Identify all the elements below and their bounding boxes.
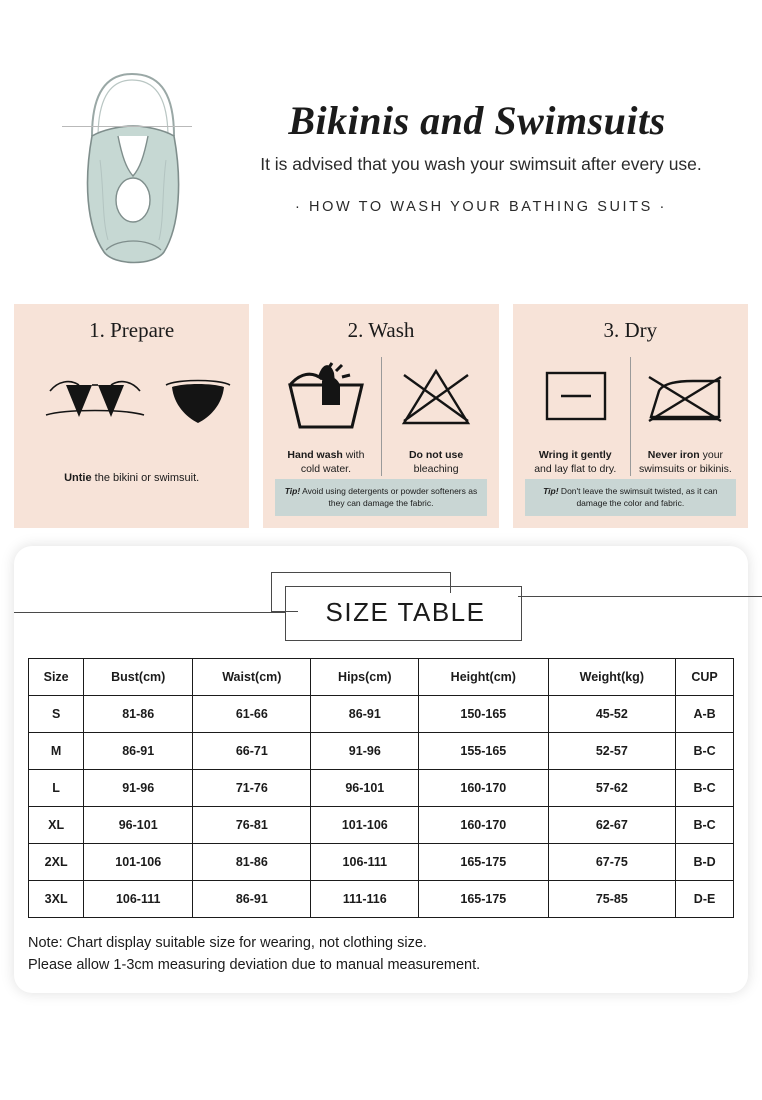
hand-wash-icon	[278, 351, 374, 437]
nobleach-bold: Do not use	[408, 449, 464, 461]
howto-label: · HOW TO WASH YOUR BATHING SUITS ·	[295, 199, 667, 216]
step-wash-tip	[275, 479, 486, 516]
handwash-bold: Hand wash	[287, 449, 343, 461]
page-subtitle: It is advised that you wash your swimsuit after every use.	[260, 154, 702, 174]
cell-waist: 66-71	[193, 733, 311, 770]
step-dry-title: 3. Dry	[603, 318, 658, 342]
cell-weight: 45-52	[548, 696, 676, 733]
cell-height: 155-165	[419, 733, 548, 770]
cell-hips: 106-111	[311, 844, 419, 881]
size-table-label: SIZE TABLE	[298, 593, 513, 632]
flatdry-line2: and lay flat to dry.	[534, 463, 617, 476]
flatdry-bold: Wring it gently	[538, 449, 612, 461]
cell-cup: D-E	[676, 881, 734, 918]
step-dry-tip	[525, 479, 736, 516]
col-hips: Hips(cm)	[311, 659, 419, 696]
cell-waist: 81-86	[193, 844, 311, 881]
cell-bust: 101-106	[84, 844, 193, 881]
col-waist: Waist(cm)	[193, 659, 311, 696]
care-steps	[0, 304, 762, 528]
handwash-line2: cold water.	[300, 463, 352, 476]
step-wash-divider	[381, 357, 382, 476]
title-left-rule	[62, 126, 192, 127]
cell-waist: 61-66	[193, 696, 311, 733]
step-wash	[263, 304, 498, 528]
step-prepare-title: 1. Prepare	[89, 318, 175, 342]
step-wash-handwash	[273, 351, 378, 476]
table-row	[29, 696, 734, 733]
cell-hips: 101-106	[311, 807, 419, 844]
step-wash-tip-text: Avoid using detergents or powder softeners as they can damage the fabric.	[300, 486, 478, 508]
step-prepare-caption-bold: Untie	[64, 472, 92, 484]
step-dry-flatdry-caption	[527, 448, 624, 476]
step-prepare-caption	[24, 472, 239, 484]
step-dry	[513, 304, 748, 528]
cell-cup: B-C	[676, 770, 734, 807]
col-height: Height(cm)	[419, 659, 548, 696]
size-heading-right-rule	[518, 596, 762, 597]
step-dry-noiron	[633, 351, 738, 476]
step-dry-divider	[630, 357, 631, 476]
size-table	[28, 658, 734, 918]
cell-weight: 67-75	[548, 844, 676, 881]
table-row	[29, 881, 734, 918]
size-note-line2: Please allow 1-3cm measuring deviation due to manual measurement.	[28, 957, 481, 974]
cell-bust: 86-91	[84, 733, 193, 770]
cell-size: XL	[29, 807, 84, 844]
nobleach-line2: bleaching	[413, 463, 459, 476]
bikini-icon	[32, 351, 232, 446]
header-inner	[0, 0, 762, 280]
cell-height: 150-165	[419, 696, 548, 733]
col-size: Size	[29, 659, 84, 696]
size-heading-left-rule	[14, 612, 286, 613]
size-table-heading	[28, 564, 734, 656]
cell-weight: 75-85	[548, 881, 676, 918]
cell-size: 3XL	[29, 881, 84, 918]
cell-height: 160-170	[419, 770, 548, 807]
swimsuit-icon	[14, 40, 214, 280]
cell-waist: 71-76	[193, 770, 311, 807]
size-note	[28, 932, 734, 977]
step-prepare	[14, 304, 249, 528]
cell-bust: 81-86	[84, 696, 193, 733]
col-weight: Weight(kg)	[548, 659, 676, 696]
step-dry-art	[523, 351, 738, 476]
cell-height: 165-175	[419, 881, 548, 918]
step-wash-art	[273, 351, 488, 476]
cell-height: 160-170	[419, 807, 548, 844]
header-section	[0, 0, 762, 300]
step-dry-tip-label: Tip!	[543, 486, 559, 497]
cell-hips: 86-91	[311, 696, 419, 733]
noiron-rest: your	[699, 449, 724, 461]
table-row	[29, 733, 734, 770]
step-prepare-art	[24, 351, 239, 446]
step-wash-title: 2. Wash	[347, 318, 415, 342]
cell-bust: 106-111	[84, 881, 193, 918]
header-text	[214, 40, 748, 215]
step-wash-nobleach-caption	[388, 448, 485, 476]
cell-height: 165-175	[419, 844, 548, 881]
step-wash-handwash-caption	[277, 448, 374, 476]
table-row	[29, 844, 734, 881]
col-bust: Bust(cm)	[84, 659, 193, 696]
table-header-row	[29, 659, 734, 696]
cell-size: L	[29, 770, 84, 807]
cell-weight: 57-62	[548, 770, 676, 807]
noiron-bold: Never iron	[647, 449, 700, 461]
no-bleach-icon	[388, 351, 484, 437]
cell-size: M	[29, 733, 84, 770]
size-table-card	[14, 546, 748, 993]
cell-size: S	[29, 696, 84, 733]
page-title: Bikinis and Swimsuits	[288, 98, 666, 143]
cell-bust: 96-101	[84, 807, 193, 844]
cell-bust: 91-96	[84, 770, 193, 807]
cell-waist: 76-81	[193, 807, 311, 844]
size-note-line1: Note: Chart display suitable size for wearing, not clothing size.	[28, 935, 427, 951]
step-wash-nobleach	[384, 351, 489, 476]
cell-cup: B-C	[676, 733, 734, 770]
handwash-rest: with	[342, 449, 365, 461]
table-row	[29, 807, 734, 844]
cell-hips: 96-101	[311, 770, 419, 807]
step-dry-noiron-caption	[637, 448, 734, 476]
cell-size: 2XL	[29, 844, 84, 881]
noiron-line2: swimsuits or bikinis.	[639, 463, 732, 476]
cell-cup: A-B	[676, 696, 734, 733]
step-dry-tip-text: Don't leave the swimsuit twisted, as it can damage the color and fabric.	[558, 486, 718, 508]
cell-waist: 86-91	[193, 881, 311, 918]
step-dry-flatdry	[523, 351, 628, 476]
cell-weight: 62-67	[548, 807, 676, 844]
no-iron-icon	[637, 351, 733, 437]
cell-hips: 111-116	[311, 881, 419, 918]
flat-dry-icon	[527, 351, 623, 437]
step-prepare-caption-rest: the bikini or swimsuit.	[91, 472, 200, 484]
cell-cup: B-D	[676, 844, 734, 881]
table-row	[29, 770, 734, 807]
cell-hips: 91-96	[311, 733, 419, 770]
swimsuit-illustration	[14, 40, 214, 280]
col-cup: CUP	[676, 659, 734, 696]
step-wash-tip-label: Tip!	[284, 486, 301, 497]
cell-cup: B-C	[676, 807, 734, 844]
cell-weight: 52-57	[548, 733, 676, 770]
